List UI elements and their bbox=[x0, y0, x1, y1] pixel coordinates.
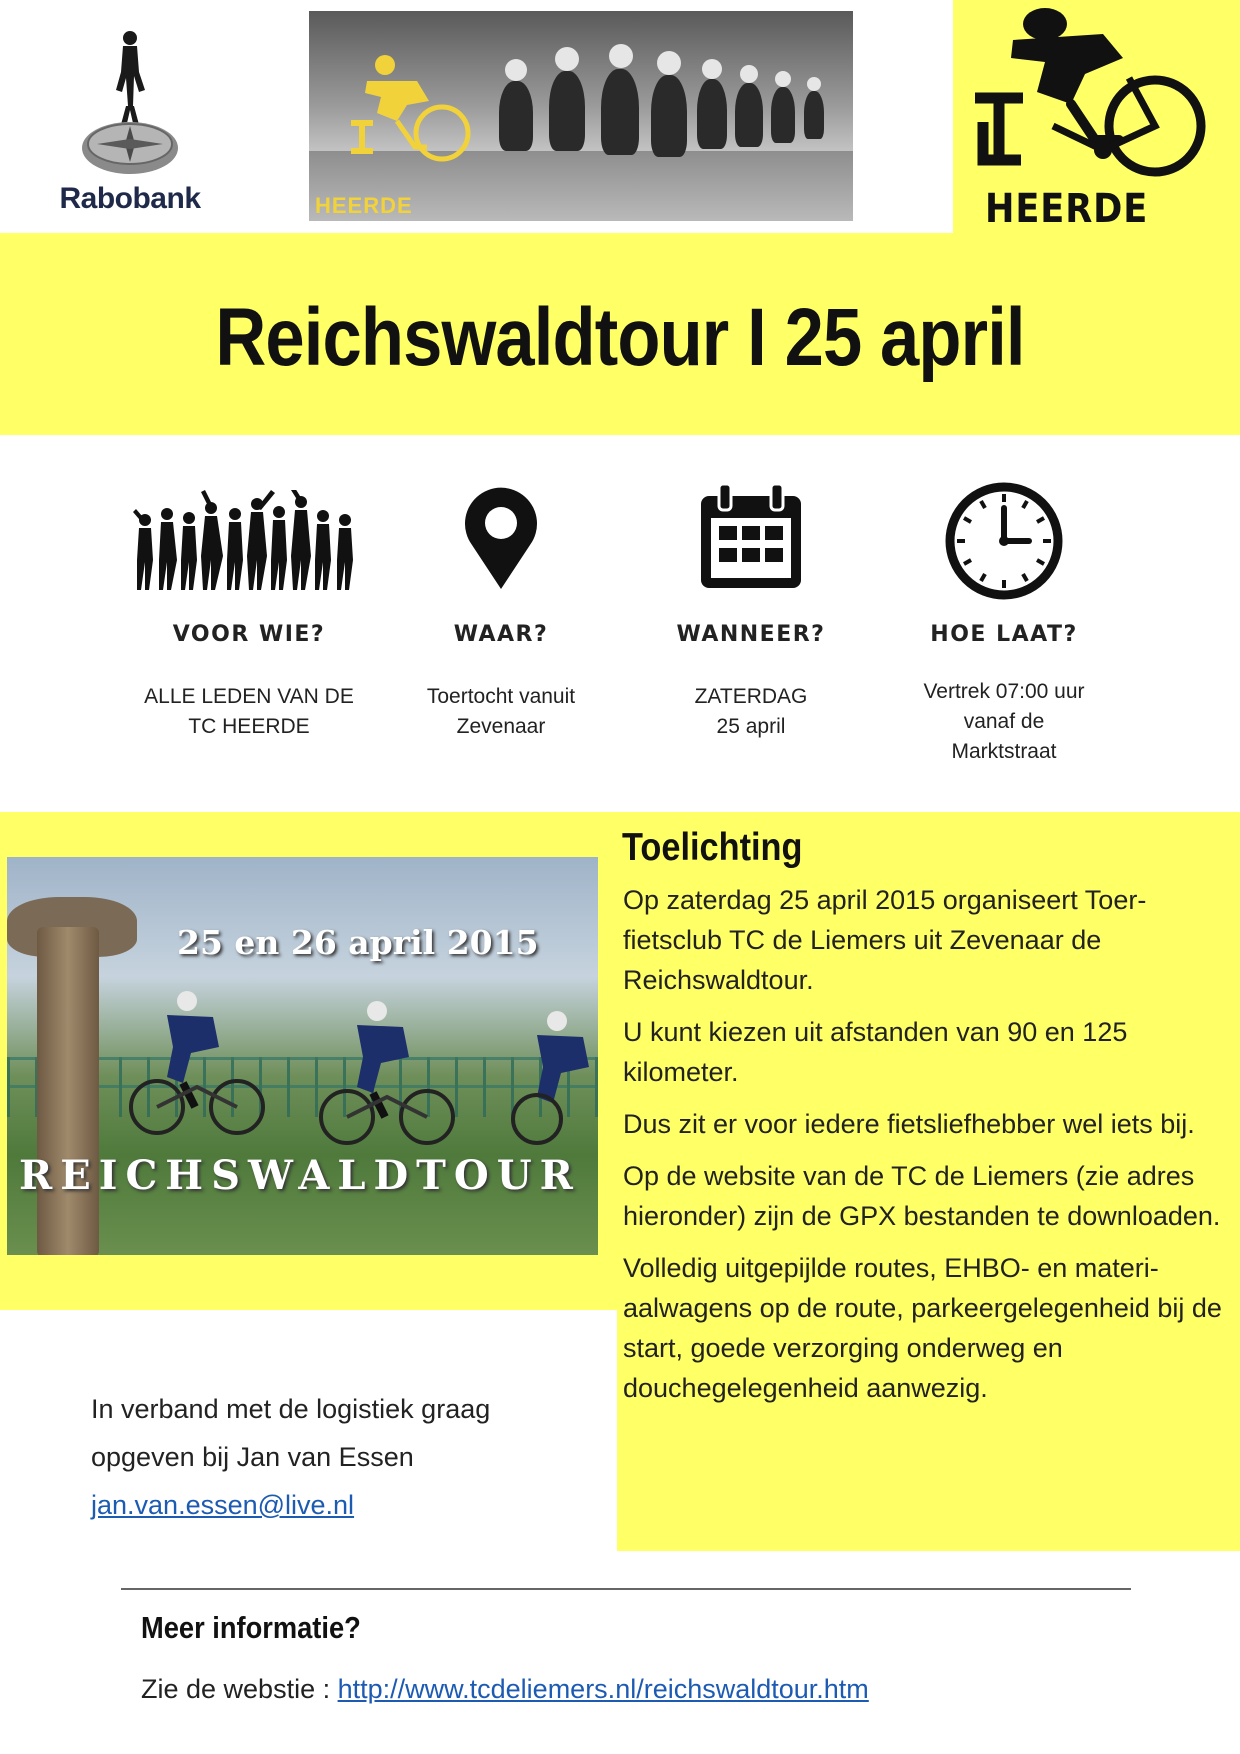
clock-icon bbox=[945, 482, 1063, 600]
club-logo-mini-icon bbox=[337, 51, 477, 201]
people-icon bbox=[131, 490, 367, 590]
info-time-line: vanaf de bbox=[963, 710, 1045, 733]
footer-divider bbox=[121, 1588, 1131, 1590]
info-who-line: ALLE LEDEN VAN DE bbox=[144, 685, 354, 708]
more-info-prefix: Zie de webstie : bbox=[141, 1674, 338, 1704]
info-where-line: Zevenaar bbox=[456, 715, 546, 738]
info-time-line: Marktstraat bbox=[951, 740, 1057, 763]
title-band bbox=[0, 233, 1240, 435]
signup-block bbox=[91, 1385, 591, 1529]
explanation-title: Toelichting bbox=[622, 826, 803, 869]
header-cycling-photo bbox=[309, 11, 853, 221]
more-info-title: Meer informatie? bbox=[141, 1610, 361, 1645]
explanation-paragraph: U kunt kiezen uit afstanden van 90 en 125 kilometer. bbox=[623, 1017, 1128, 1087]
rabobank-figure-icon bbox=[75, 28, 185, 178]
explanation-text bbox=[623, 880, 1233, 1420]
info-when bbox=[626, 485, 876, 742]
club-name-mini: HEERDE bbox=[315, 193, 413, 218]
info-when-line: 25 april bbox=[716, 715, 786, 738]
info-when-heading: WANNEER? bbox=[676, 622, 826, 647]
explanation-paragraph: Dus zit er voor iedere fietsliefhebber wel iets bij. bbox=[623, 1109, 1195, 1139]
info-time bbox=[879, 485, 1129, 767]
page-title: Reichswaldtour I 25 april bbox=[215, 292, 1025, 383]
location-pin-icon bbox=[456, 485, 546, 590]
info-where-heading: WAAR? bbox=[453, 622, 549, 647]
website-link[interactable]: http://www.tcdeliemers.nl/reichswaldtour.htm bbox=[337, 1674, 869, 1704]
explanation-paragraph: Volledig uitgepijlde routes, EHBO- en materi-aalwagens op de route, parkeergelegenheid bij de start, goede verzorging onderweg en douchegelegenheid aanwezig. bbox=[623, 1253, 1222, 1403]
info-where bbox=[376, 485, 626, 742]
reichswaldtour-photo bbox=[7, 857, 598, 1255]
photo-tour-label: REICHSWALDTOUR bbox=[19, 1152, 581, 1199]
explanation-paragraph: Op de website van de TC de Liemers (zie adres hieronder) zijn de GPX bestanden te downloaden. bbox=[623, 1161, 1221, 1231]
signup-email-link[interactable]: jan.van.essen@live.nl bbox=[91, 1490, 355, 1520]
info-where-line: Toertocht vanuit bbox=[426, 685, 576, 708]
photo-dates-caption: 25 en 26 april 2015 bbox=[177, 923, 539, 962]
info-time-heading: HOE LAAT? bbox=[930, 622, 1078, 647]
signup-line: In verband met de logistiek graag bbox=[91, 1394, 491, 1424]
signup-line: opgeven bij Jan van Essen bbox=[91, 1442, 414, 1472]
club-name: HEERDE bbox=[985, 186, 1149, 232]
info-time-line: Vertrek 07:00 uur bbox=[923, 680, 1085, 703]
info-who-line: TC HEERDE bbox=[188, 715, 310, 738]
club-logo bbox=[953, 0, 1240, 233]
calendar-icon bbox=[697, 484, 805, 590]
rabobank-name: Rabobank bbox=[59, 182, 201, 215]
info-when-line: ZATERDAG bbox=[694, 685, 808, 708]
rabobank-logo bbox=[40, 28, 220, 218]
cyclist-logo-icon bbox=[953, 0, 1240, 190]
explanation-paragraph: Op zaterdag 25 april 2015 organiseert Toer-fietsclub TC de Liemers uit Zevenaar de Reichswaldtour. bbox=[623, 885, 1147, 995]
info-who-heading: VOOR WIE? bbox=[172, 622, 326, 647]
more-info-line bbox=[141, 1674, 869, 1705]
info-who bbox=[124, 485, 374, 742]
